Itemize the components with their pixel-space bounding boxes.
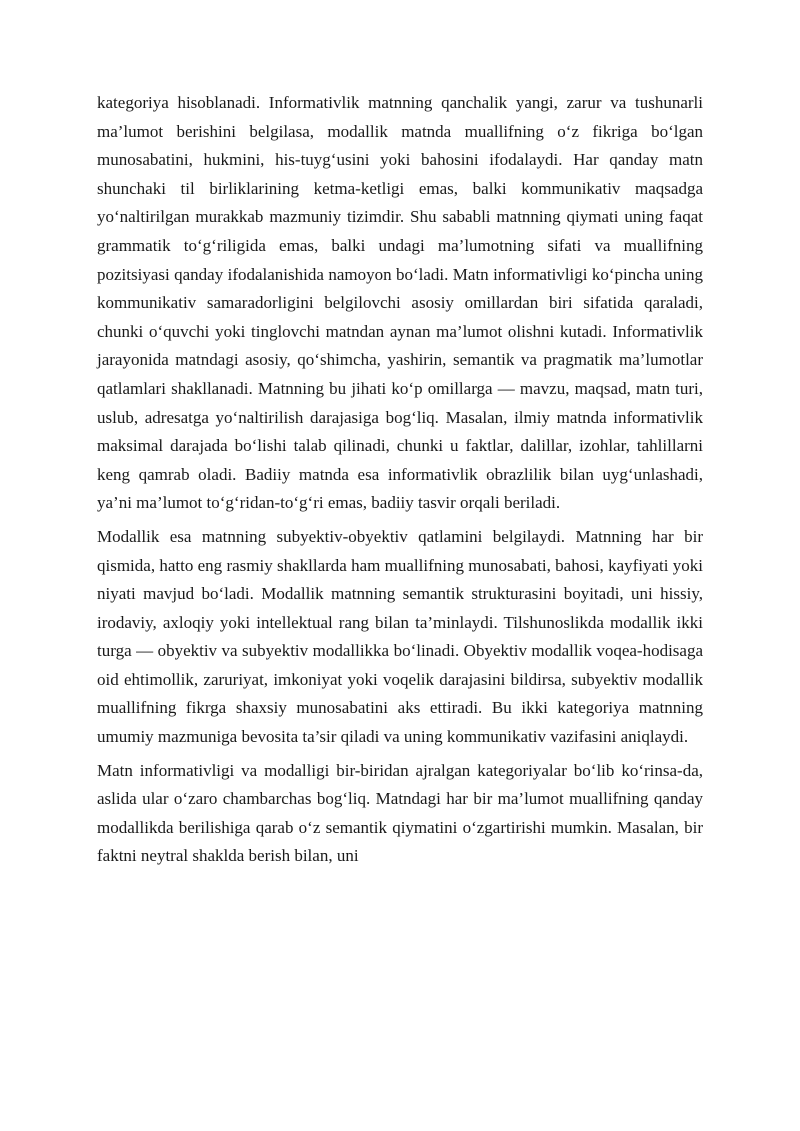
- paragraph-3: Matn informativligi va modalligi bir-biridan ajralgan kategoriyalar bo‘lib ko‘rinsa-da, aslida ular o‘zaro chambarchas bog‘liq. Matndagi har bir ma’lumot muallifning qanday modallikda berilishiga qarab o‘z semantik qiymatini o‘zgartirishi mumkin. Masalan, bir faktni neytral shaklda berish bilan, uni: [97, 760, 703, 866]
- paragraph-2: Modallik esa matnning subyektiv-obyektiv qatlamini belgilaydi. Matnning har bir qismida, hatto eng rasmiy shakllarda ham muallifning munosabati, bahosi, kayfiyati yoki niyati mavjud bo‘ladi. Modallik matnning semantik strukturasini boyitadi, uni hissiy, irodaviy, axloqiy yoki intellektual rang bilan ta’minlaydi. Tilshunoslikda modallik ikki turga — obyektiv va subyektiv modallikka bo‘linadi. Obyektiv modallik voqea-hodisaga oid ehtimollik, zaruriyat, imkoniyat yoki voqelik darajasini bildirsa, subyektiv modallik muallifning fikrga shaxsiy munosabatini aks ettiradi. Bu ikki kategoriya matnning umumiy mazmuniga bevosita ta’sir qiladi va uning kommunikativ vazifasini aniqlaydi.: [97, 526, 703, 747]
- paragraph-1: kategoriya hisoblanadi. Informativlik matnning qanchalik yangi, zarur va tushunarli ma’lumot berishini belgilasa, modallik matnda muallifning o‘z fikriga bo‘lgan munosabatini, hukmini, his-tuyg‘usini yoki bahosini ifodalaydi. Har qanday matn shunchaki til birliklarining ketma-ketligi emas, balki kommunikativ maqsadga yo‘naltirilgan murakkab mazmuniy tizimdir. Shu sababli matnning qiymati uning faqat grammatik to‘g‘riligida emas, balki undagi ma’lumotning sifati va muallifning pozitsiyasi qanday ifodalanishida namoyon bo‘ladi. Matn informativligi ko‘pincha uning kommunikativ samaradorligini belgilovchi asosiy omillardan biri sifatida qaraladi, chunki o‘quvchi yoki tinglovchi matndan aynan ma’lumot olishni kutadi. Informativlik jarayonida matndagi asosiy, qo‘shimcha, yashirin, semantik va pragmatik ma’lumotlar qatlamlari shakllanadi. Matnning bu jihati ko‘p omillarga — mavzu, maqsad, matn turi, uslub, adresatga yo‘naltirilish darajasiga bog‘liq. Masalan, ilmiy matnda informativlik maksimal darajada bo‘lishi talab qilinadi, chunki u faktlar, dalillar, izohlar, tahlillarni keng qamrab oladi. Badiiy matnda esa informativlik obrazlilik bilan uyg‘unlashadi, ya’ni ma’lumot to‘g‘ridan-to‘g‘ri emas, badiiy tasvir orqali beriladi.: [97, 93, 703, 513]
- document-page: [97, 89, 703, 876]
